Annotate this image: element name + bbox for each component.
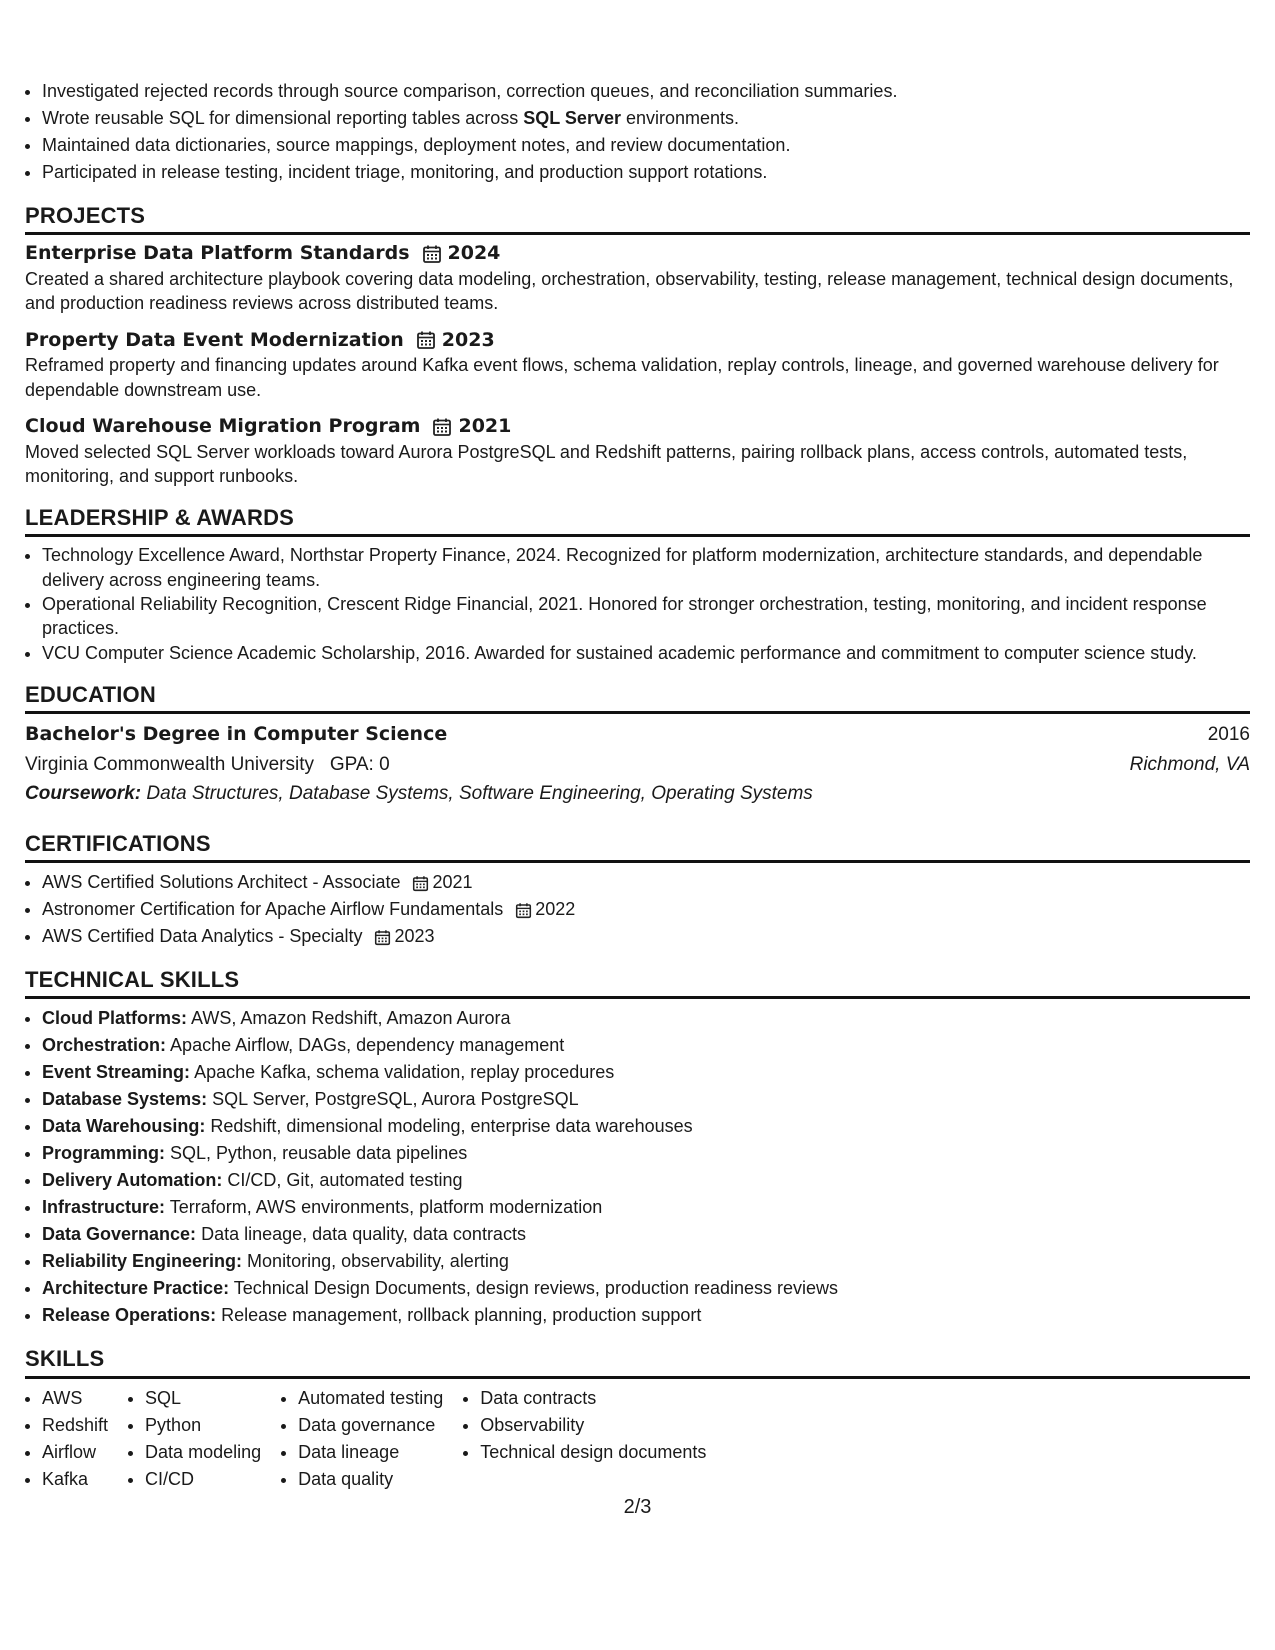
technical-skills-list: [25, 1005, 1250, 1329]
cert-year: 2022: [535, 899, 576, 920]
list-item: • Delivery Automation: CI/CD, Git, automated testing: [42, 1167, 1250, 1194]
project-year: 2023: [441, 328, 495, 351]
project-description: Reframed property and financing updates around Kafka event flows, schema validation, replay controls, lineage, and governed warehouse delivery for dependable downstream use.: [25, 355, 1219, 400]
project-description: Created a shared architecture playbook covering data modeling, orchestration, observability, testing, release management, technical design documents, and production readiness reviews across distributed teams.: [25, 269, 1234, 314]
calendar-icon: [416, 330, 436, 350]
list-item: • AWS: [42, 1385, 108, 1412]
list-item: • Technology Excellence Award, Northstar Property Finance, 2024. Recognized for platform modernization, architecture standards, and dependable delivery across engineering teams.: [42, 543, 1250, 592]
skills-column: [281, 1385, 443, 1493]
skill-category: Release Operations:: [42, 1305, 217, 1326]
skills-column: [128, 1385, 261, 1493]
list-item: • AWS Certified Solutions Architect - Associate 2021: [42, 869, 1250, 896]
section-heading-projects: PROJECTS: [25, 203, 1250, 235]
list-item: • Orchestration: Apache Airflow, DAGs, dependency management: [42, 1032, 1250, 1059]
project-title: Property Data Event Modernization: [25, 328, 404, 351]
list-item: • Maintained data dictionaries, source mappings, deployment notes, and review documentation.: [42, 132, 1250, 159]
experience-bullets: [25, 78, 1250, 186]
certifications-list: [25, 869, 1250, 950]
list-item: • Astronomer Certification for Apache Airflow Fundamentals 2022: [42, 896, 1250, 923]
list-item: • Data governance: [298, 1412, 443, 1439]
list-item: • Wrote reusable SQL for dimensional reporting tables across SQL Server environments.: [42, 105, 1250, 132]
list-item: • Architecture Practice: Technical Design Documents, design reviews, production readiness reviews: [42, 1275, 1250, 1302]
skills-columns: [25, 1385, 1250, 1493]
section-heading-leadership: LEADERSHIP & AWARDS: [25, 505, 1250, 537]
skill-category: Architecture Practice:: [42, 1278, 230, 1299]
skill-category: Orchestration:: [42, 1035, 167, 1056]
list-item: • Automated testing: [298, 1385, 443, 1412]
list-item: • AWS Certified Data Analytics - Specialty 2023: [42, 923, 1250, 950]
skill-category: Infrastructure:: [42, 1197, 166, 1218]
list-item: • Database Systems: SQL Server, PostgreSQL, Aurora PostgreSQL: [42, 1086, 1250, 1113]
list-item: • Technical design documents: [480, 1439, 706, 1466]
list-item: • Data lineage: [298, 1439, 443, 1466]
degree-title: Bachelor's Degree in Computer Science: [25, 723, 448, 746]
list-item: • Operational Reliability Recognition, Crescent Ridge Financial, 2021. Honored for stronger orchestration, testing, monitoring, and incident response practices.: [42, 592, 1250, 641]
skill-category: Programming:: [42, 1143, 166, 1164]
list-item: • Infrastructure: Terraform, AWS environments, platform modernization: [42, 1194, 1250, 1221]
list-item: • Data modeling: [145, 1439, 261, 1466]
skill-category: Data Governance:: [42, 1224, 197, 1245]
list-item: • Reliability Engineering: Monitoring, observability, alerting: [42, 1248, 1250, 1275]
cert-year: 2021: [432, 872, 473, 893]
project-year: 2024: [447, 242, 501, 265]
skill-category: Reliability Engineering:: [42, 1251, 243, 1272]
coursework: Coursework: Data Structures, Database Systems, Software Engineering, Operating Systems: [25, 783, 813, 805]
project-item: [25, 414, 1250, 488]
skills-column: [25, 1385, 108, 1493]
section-heading-technical-skills: TECHNICAL SKILLS: [25, 967, 1250, 999]
list-item: • Data Governance: Data lineage, data quality, data contracts: [42, 1221, 1250, 1248]
calendar-icon: [374, 929, 391, 946]
calendar-icon: [432, 417, 452, 437]
project-item: [25, 328, 1250, 402]
school-location: Richmond, VA: [1129, 753, 1250, 775]
project-item: [25, 241, 1250, 315]
bold-term: SQL Server: [523, 108, 621, 128]
list-item: • Event Streaming: Apache Kafka, schema validation, replay procedures: [42, 1059, 1250, 1086]
list-item: • Investigated rejected records through source comparison, correction queues, and reconciliation summaries.: [42, 78, 1250, 105]
list-item: • Release Operations: Release management, rollback planning, production support: [42, 1302, 1250, 1329]
skill-category: Data Warehousing:: [42, 1116, 206, 1137]
project-description: Moved selected SQL Server workloads toward Aurora PostgreSQL and Redshift patterns, pairing rollback plans, access controls, automated tests, monitoring, and support runbooks.: [25, 441, 1188, 486]
project-title: Enterprise Data Platform Standards: [25, 242, 410, 265]
skills-column: [463, 1385, 706, 1493]
skill-category: Delivery Automation:: [42, 1170, 223, 1191]
section-heading-education: EDUCATION: [25, 682, 1250, 714]
list-item: • Kafka: [42, 1466, 108, 1493]
section-heading-skills: SKILLS: [25, 1346, 1250, 1378]
school-name: Virginia Commonwealth University: [25, 753, 314, 775]
list-item: • Data contracts: [480, 1385, 706, 1412]
section-heading-certifications: CERTIFICATIONS: [25, 831, 1250, 863]
list-item: • Observability: [480, 1412, 706, 1439]
calendar-icon: [412, 875, 429, 892]
list-item: • VCU Computer Science Academic Scholarship, 2016. Awarded for sustained academic performance and commitment to computer science study.: [42, 641, 1250, 665]
projects-section: [25, 241, 1250, 488]
skill-category: Cloud Platforms:: [42, 1008, 188, 1029]
gpa: GPA: 0: [329, 753, 390, 775]
list-item: • CI/CD: [145, 1466, 261, 1493]
graduation-year: 2016: [1207, 724, 1250, 746]
skill-category: Database Systems:: [42, 1089, 208, 1110]
list-item: • Data quality: [298, 1466, 443, 1493]
cert-year: 2023: [394, 926, 435, 947]
calendar-icon: [422, 244, 442, 264]
page-number: 2/3: [623, 1496, 652, 1518]
project-year: 2021: [458, 414, 512, 437]
list-item: • Airflow: [42, 1439, 108, 1466]
skill-category: Event Streaming:: [42, 1062, 191, 1083]
list-item: • Redshift: [42, 1412, 108, 1439]
list-item: • Participated in release testing, incident triage, monitoring, and production support rotations.: [42, 159, 1250, 186]
list-item: • Data Warehousing: Redshift, dimensional modeling, enterprise data warehouses: [42, 1113, 1250, 1140]
list-item: • Cloud Platforms: AWS, Amazon Redshift, Amazon Aurora: [42, 1005, 1250, 1032]
list-item: • Python: [145, 1412, 261, 1439]
education-section: [25, 720, 1250, 808]
list-item: • Programming: SQL, Python, reusable data pipelines: [42, 1140, 1250, 1167]
project-title: Cloud Warehouse Migration Program: [25, 414, 421, 437]
list-item: • SQL: [145, 1385, 261, 1412]
leadership-list: [25, 543, 1250, 664]
coursework-label: Coursework:: [25, 783, 142, 805]
calendar-icon: [515, 902, 532, 919]
